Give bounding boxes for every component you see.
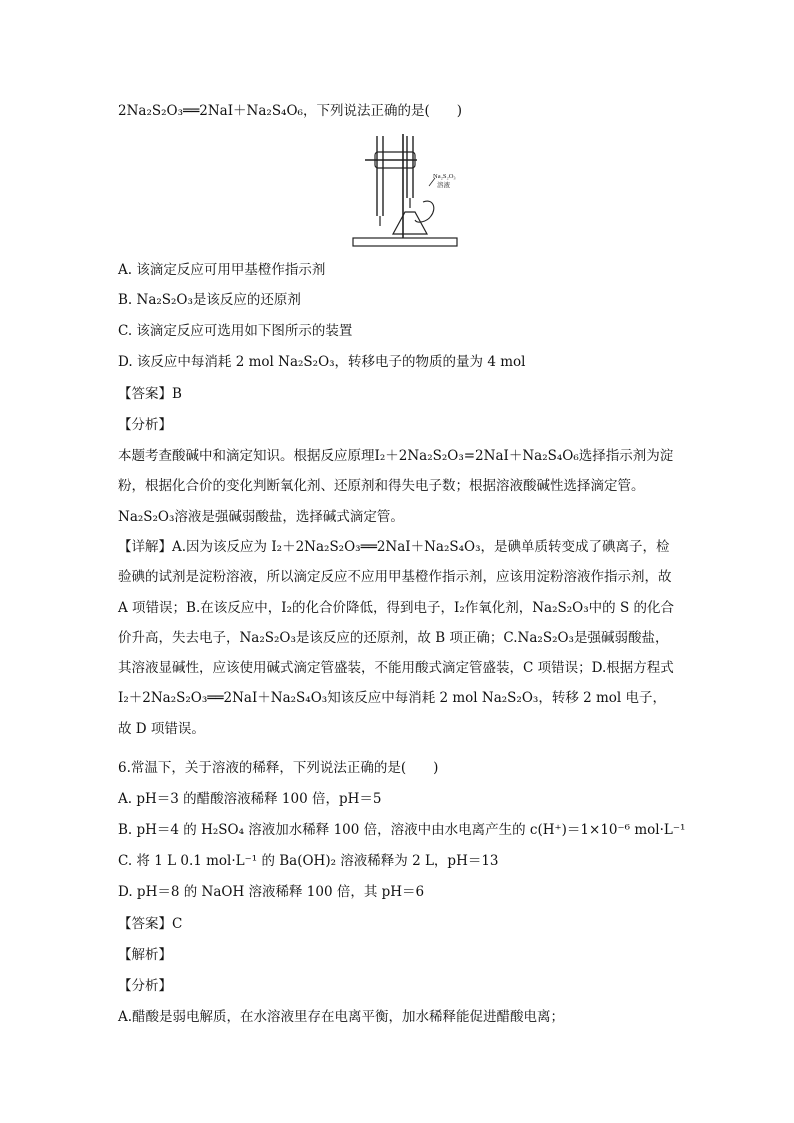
- titration-apparatus-icon: [345, 128, 465, 250]
- q6-stem: 6.常温下，关于溶液的稀释，下列说法正确的是( ): [118, 760, 439, 776]
- equation-line: 2Na₂S₂O₃══2NaI＋Na₂S₄O₆，下列说法正确的是( ): [118, 103, 462, 119]
- q5-option-b: B. Na₂S₂O₃是该反应的还原剂: [118, 292, 301, 308]
- q6-option-b: B. pH＝4 的 H₂SO₄ 溶液加水稀释 100 倍，溶液中由水电离产生的 c(H⁺)＝1×10⁻⁶ mol·L⁻¹: [118, 822, 686, 838]
- q5-option-c: C. 该滴定反应可选用如下图所示的装置: [118, 323, 353, 339]
- q5-option-d: D. 该反应中每消耗 2 mol Na₂S₂O₃，转移电子的物质的量为 4 mol: [118, 354, 526, 370]
- q6-option-a: A. pH＝3 的醋酸溶液稀释 100 倍，pH＝5: [118, 791, 382, 807]
- q5-option-a: A. 该滴定反应可用甲基橙作指示剂: [118, 262, 326, 278]
- q5-answer: 【答案】B: [118, 386, 182, 402]
- figure-label-line2: 溶液: [437, 182, 450, 189]
- q5-analysis-heading: 【分析】: [118, 417, 172, 433]
- q5-analysis-text: 本题考查酸碱中和滴定知识。根据反应原理I₂＋2Na₂S₂O₃=2NaI＋Na₂S₄O₆选择指示剂为淀粉，根据化合价的变化判断氧化剂、还原剂和得失电子数；根据溶液酸碱性选择滴定管。Na₂S₂O₃溶液是强碱弱酸盐，选择碱式滴定管。: [118, 448, 674, 525]
- q6-option-c: C. 将 1 L 0.1 mol·L⁻¹ 的 Ba(OH)₂ 溶液稀释为 2 L，pH＝13: [118, 853, 499, 869]
- q6-explanation-heading: 【解析】: [118, 947, 172, 963]
- q6-analysis-text: A.醋酸是弱电解质，在水溶液里存在电离平衡，加水稀释能促进醋酸电离；: [118, 1009, 565, 1025]
- q6-option-d: D. pH＝8 的 NaOH 溶液稀释 100 倍，其 pH＝6: [118, 884, 425, 900]
- figure-label-line1: Na₂S₂O₃: [433, 173, 456, 180]
- q5-detail-text: 【详解】A.因为该反应为 I₂＋2Na₂S₂O₃══2NaI＋Na₂S₄O₃，是碘单质转变成了碘离子，检验碘的试剂是淀粉溶液，所以滴定反应不应用甲基橙作指示剂，应该用淀粉溶液作指示剂，故 A 项错误；B.在该反应中，I₂的化合价降低，得到电子，I₂作氧化剂，Na₂S₂O₃中的 S 的化合价升高，失去电子，Na₂S₂O₃是该反应的还原剂，故 B 项正确；C.Na₂S₂O₃是强碱弱酸盐，其溶液显碱性，应该使用碱式滴定管盛装，不能用酸式滴定管盛装，C 项错误；D.根据方程式 I₂＋2Na₂S₂O₃══2NaI＋Na₂S₄O₃知该反应中每消耗 2 mol Na₂S₂O₃，转移 2 mol 电子，故 D 项错误。: [118, 539, 674, 737]
- q6-analysis-heading: 【分析】: [118, 978, 172, 994]
- q6-answer: 【答案】C: [118, 916, 183, 932]
